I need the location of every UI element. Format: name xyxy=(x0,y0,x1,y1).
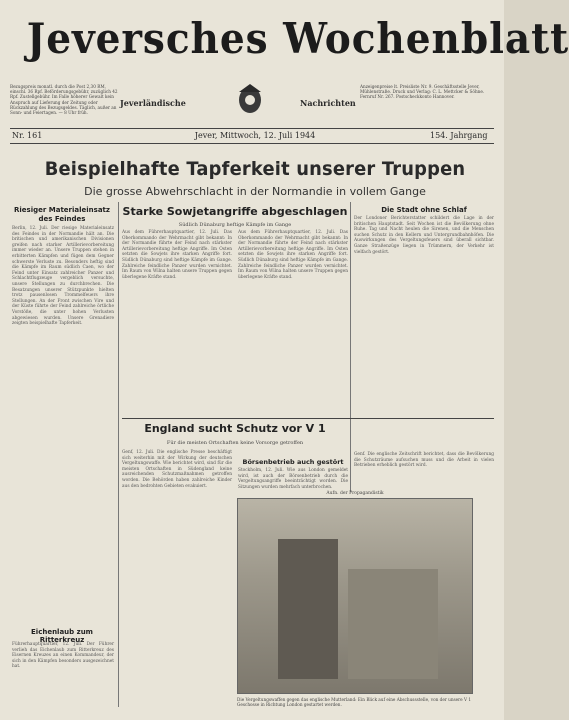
issue-date: Jever, Mittwoch, 12. Juli 1944 xyxy=(194,131,316,140)
left-article2-title: Eichenlaub zum Ritterkreuz xyxy=(31,628,93,644)
masthead-sub-right: Nachrichten xyxy=(300,98,356,108)
masthead-info-left: Bezugspreis monatl. durch die Post 2,30 RM, einschl. 36 Rpf. Beförderungsgebühr, zuzüglich 42 Rpf. Zustellgebühr. Im Falle höherer Gewalt kein Anspruch auf Lieferung der Zeitung oder Rückzahlung des Bezugsgeldes. Täglich, außer an Sonn- und Feiertagen. — 8 Uhr früh. xyxy=(10,84,118,116)
section2-box-title: Börsenbetrieb auch gestört xyxy=(242,458,344,466)
right-article-title: Die Stadt ohne Schlaf xyxy=(381,206,467,214)
section2-text: Genf, 12. Juli. Die englische Presse beschäftigt sich weiterhin mit der Wirkung der deutschen Vergeltungswaffe. Wie berichtet wird, sind für die meisten Ortschaften in Südengland keine ausreichenden Schutzmaßnahmen getroffen worden. Die Behörden haben zahlreiche Kinder aus den bedrohten Gebieten evakuiert. xyxy=(122,450,232,489)
main-subhead: Die grosse Abwehrschlacht in der Normandie in vollem Gange xyxy=(84,185,426,198)
mid-article-text-cont: Aus dem Führerhauptquartier, 12. Juli. Das Oberkommando der Wehrmacht gibt bekannt: In der Normandie führte der Feind nach stärkster Artillerievorbereitung heftige Angriffe. Im Osten setzten die Sowjets ihre starken Angriffe fort. Südlich Dünaburg sind heftige Kämpfe im Gange. Zahlreiche feindliche Panzer wurden vernichtet. Im Raum von Wilna halten unsere Truppen gegen überlegene Kräfte stand. xyxy=(238,230,348,280)
top-rule xyxy=(10,128,494,129)
section2-title: England sucht Schutz vor V 1 xyxy=(144,422,326,435)
section2-subtitle: Für die meisten Ortschaften keine Vorsorge getroffen xyxy=(166,440,304,446)
issue-number: Nr. 161 xyxy=(12,131,43,140)
main-headline: Beispielhafte Tapferkeit unserer Truppen xyxy=(44,158,466,180)
section2-extra-text: Genf. Die englische Zeitschrift berichtet, dass die Bevölkerung die Schutzräume aufsuchen muss und die Arbeit in vielen Betrieben erheblich gestört wird. xyxy=(354,452,494,469)
masthead-title: Jeversches Wochenblatt xyxy=(26,14,569,63)
photo-credit: Aufn. der Propagandistik xyxy=(326,491,384,496)
photo-caption: Die Vergeltungswaffen gegen das englische Mutterland: Ein Blick auf eine Abschussstelle, von der unsere V 1 Geschosse in Richtung London gestartet werden. xyxy=(237,697,471,708)
news-photo xyxy=(237,498,473,694)
left-article-text: Berlin, 12. Juli. Der riesige Materialeinsatz des Feindes in der Normandie hält an. Die britischen und amerikanischen Divisionen greifen nach starker Artillerievorbereitung immer wieder an. Unsere Truppen stehen in erbitterten Kämpfen und fügen dem Gegner schwerste Verluste zu. Besonders heftig sind die Kämpfe im Raum südlich Caen, wo der Feind unter Einsatz zahlreicher Panzer und Schlachtflugzeuge vergeblich versuchte, unsere Stellungen zu durchbrechen. Die Besatzungen unserer Stützpunkte hielten trotz pausenlosen Trommelfeuers ihre Stellungen. An der Front zwischen Vire und der Küste führte der Feind zahlreiche örtliche Vorstöße, die unter hohen Verlusten abgewiesen wurden. Unsere Grenadiere zeigten beispielhafte Tapferkeit. xyxy=(12,226,114,327)
section2-box-text: Stockholm, 12. Juli. Wie aus London gemeldet wird, ist auch der Börsenbetrieb durch die Vergeltungsangriffe beeinträchtigt worden. Die Sitzungen wurden mehrfach unterbrochen. xyxy=(238,468,348,490)
photo-structure-right xyxy=(348,569,438,679)
right-article-text: Der Londoner Berichterstatter schildert die Lage in der britischen Hauptstadt. Seit Wochen ist die Bevölkerung ohne Ruhe. Tag und Nacht heulen die Sirenen, und die Menschen suchen Schutz in den Kellern und Untergrundbahnhöfen. Die Auswirkungen des Vergeltungsfeuers sind überall sichtbar. Ganze Straßenzüge liegen in Trümmern, der Verkehr ist vielfach gestört. xyxy=(354,216,494,255)
issue-year: 154. Jahrgang xyxy=(430,131,488,140)
bottom-rule xyxy=(10,143,494,144)
mid-article-subtitle: Südlich Dünaburg heftige Kämpfe im Gange xyxy=(178,222,292,228)
column-divider xyxy=(350,202,351,492)
mid-article-title: Starke Sowjetangriffe abgeschlagen xyxy=(122,205,348,218)
left-article-title: Riesiger Materialeinsatz des Feindes xyxy=(14,206,110,223)
section-rule xyxy=(122,418,494,419)
masthead-sub-left: Jeverländische xyxy=(120,98,186,108)
photo-structure-left xyxy=(278,539,338,679)
column-divider xyxy=(118,202,119,707)
left-article2-text: Führerhauptquartier, 12. Juli. Der Führer verlieh das Eichenlaub zum Ritterkreuz des Eisernen Kreuzes an einen Kommandeur, der sich in den Kämpfen besonders ausgezeichnet hat. xyxy=(12,642,114,670)
mid-article-text: Aus dem Führerhauptquartier, 12. Juli. Das Oberkommando der Wehrmacht gibt bekannt: In der Normandie führte der Feind nach stärkster Artillerievorbereitung heftige Angriffe. Im Osten setzten die Sowjets ihre starken Angriffe fort. Südlich Dünaburg sind heftige Kämpfe im Gange. Zahlreiche feindliche Panzer wurden vernichtet. Im Raum von Wilna halten unsere Truppen gegen überlegene Kräfte stand. xyxy=(122,230,232,280)
crest-icon xyxy=(232,82,268,116)
masthead-info-right: Anzeigenpreise lt. Preisliste Nr. 9. Geschäftsstelle Jever, Mühlenstraße. Druck und Verlag: C. L. Mettcker & Söhne. Fernruf Nr. 267. Postscheckkonto Hannover. xyxy=(360,84,485,100)
